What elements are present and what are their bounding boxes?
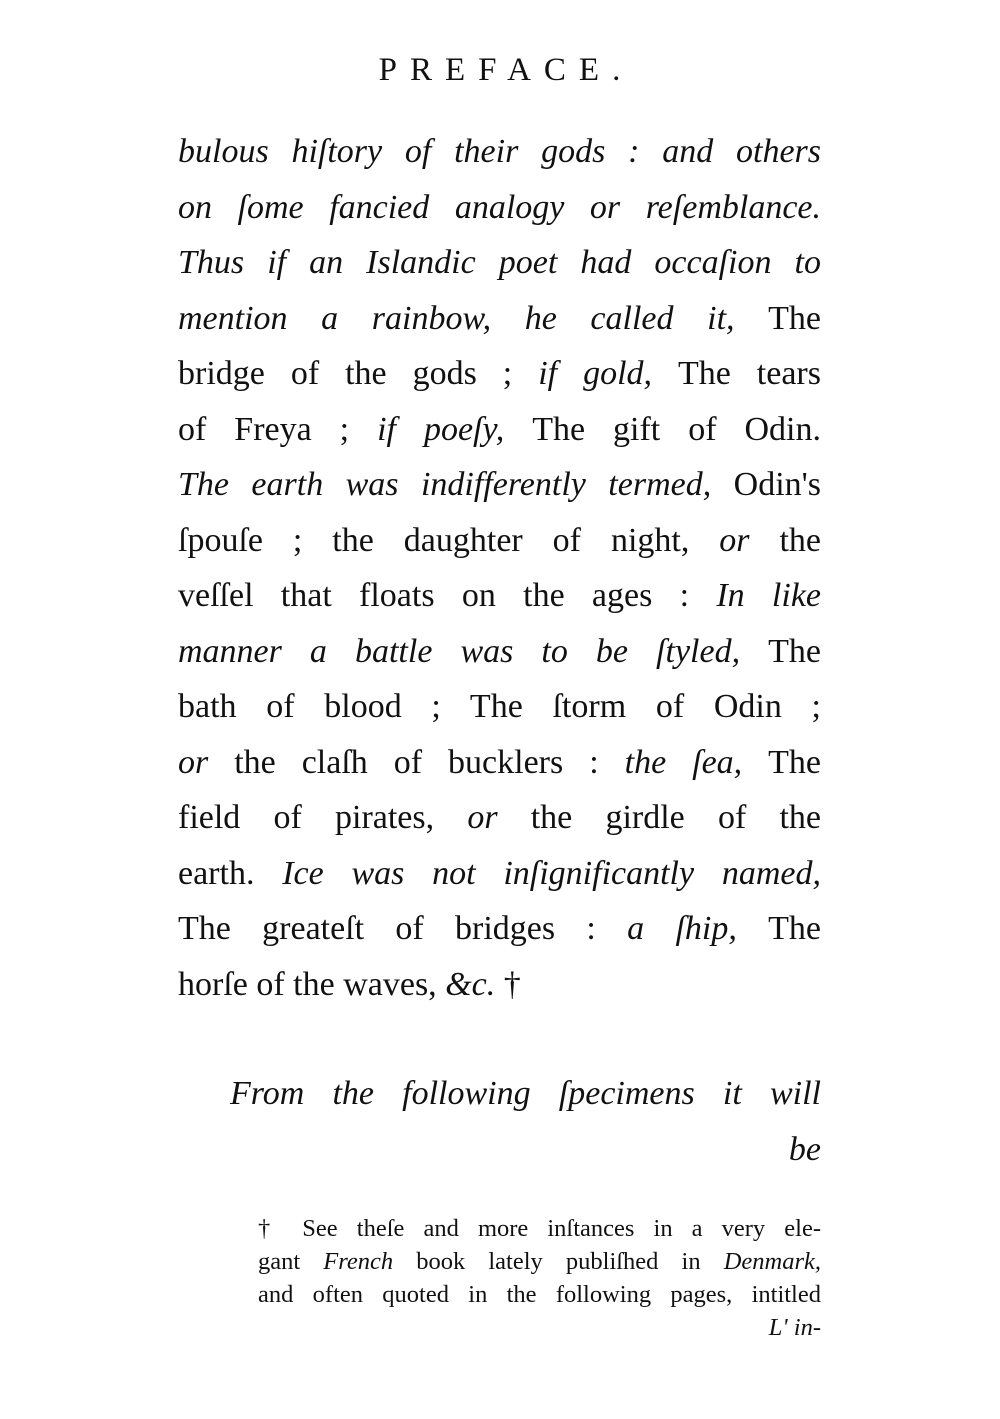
roman-text: The	[768, 299, 821, 337]
roman-text: veſſel that floats on the ages :	[178, 577, 717, 614]
roman-text: †	[503, 965, 521, 1003]
roman-text: horſe of the waves,	[178, 965, 446, 1003]
roman-text: the	[779, 521, 821, 559]
italic-text: L' in-	[768, 1314, 821, 1341]
text-line	[178, 624, 821, 680]
roman-text: Odin's	[733, 466, 821, 503]
body-paragraph	[178, 124, 821, 1012]
italic-text: or	[719, 521, 780, 559]
italic-text: be	[788, 1130, 821, 1168]
italic-text: manner a battle was to be ſtyled,	[178, 632, 769, 670]
text-line	[178, 846, 821, 902]
italic-text: bulous hiſtory of their gods : and others	[178, 133, 821, 170]
text-line	[178, 901, 821, 957]
italic-text: a ſhip,	[627, 910, 769, 947]
roman-text: and often quoted in the following pages, intitled	[258, 1281, 821, 1308]
roman-text: The	[768, 743, 821, 781]
text-line	[178, 1122, 821, 1178]
page-heading: PREFACE.	[378, 52, 634, 88]
italic-text: the ſea,	[624, 743, 769, 781]
roman-text: bath of blood ; The ſtorm of Odin ;	[178, 688, 821, 725]
footnote	[258, 1212, 821, 1344]
text-line	[178, 957, 821, 1013]
italic-text: Thus if an Islandic poet had occaſion to	[178, 244, 821, 281]
roman-text: The tears	[677, 355, 821, 392]
roman-text: The	[768, 632, 821, 670]
italic-text: In like	[716, 577, 821, 614]
italic-text: Denmark,	[723, 1248, 821, 1275]
roman-text: field of pirates,	[178, 799, 468, 836]
text-line	[178, 1066, 821, 1122]
roman-text: the girdle of the	[530, 799, 821, 836]
roman-text: gant	[258, 1248, 324, 1275]
roman-text: The gift of Odin.	[532, 410, 821, 448]
text-line	[178, 679, 821, 735]
second-paragraph	[178, 1066, 821, 1177]
roman-text: The	[768, 910, 821, 947]
roman-text: earth.	[178, 854, 283, 892]
roman-text: bridge of the gods ;	[178, 355, 539, 392]
italic-text: The earth was indifferently termed,	[178, 466, 734, 503]
roman-text: the claſh of bucklers :	[234, 743, 625, 781]
text-line	[258, 1245, 821, 1278]
roman-text: The greateſt of bridges :	[178, 910, 628, 947]
text-line	[178, 402, 821, 458]
text-line	[258, 1278, 821, 1311]
italic-text: if poeſy,	[377, 410, 533, 448]
italic-text: on ſome fancied analogy or reſemblance.	[178, 188, 821, 226]
italic-text: mention a rainbow, he called it,	[178, 299, 769, 337]
text-line	[178, 790, 821, 846]
text-line	[178, 457, 821, 513]
italic-text: or	[178, 743, 235, 781]
text-line	[178, 346, 821, 402]
roman-text: ſpouſe ; the daughter of night,	[178, 521, 720, 559]
text-line	[178, 735, 821, 791]
italic-text: French	[323, 1248, 417, 1275]
italic-text: From the following ſpecimens it will	[230, 1075, 821, 1112]
text-line	[178, 180, 821, 236]
roman-text: † See theſe and more inſtances in a very ele-	[258, 1215, 821, 1242]
roman-text: of Freya ;	[178, 410, 378, 448]
text-line	[178, 124, 821, 180]
italic-text: Ice was not inſignificantly named,	[282, 854, 821, 892]
italic-text: or	[467, 799, 531, 836]
text-line	[178, 235, 821, 291]
text-line	[178, 291, 821, 347]
text-line	[178, 513, 821, 569]
text-line	[258, 1212, 821, 1245]
italic-text: &c.	[445, 965, 504, 1003]
italic-text: if gold,	[538, 355, 678, 392]
text-line	[258, 1311, 821, 1344]
roman-text: book lately publiſhed in	[416, 1248, 724, 1275]
text-line	[178, 568, 821, 624]
